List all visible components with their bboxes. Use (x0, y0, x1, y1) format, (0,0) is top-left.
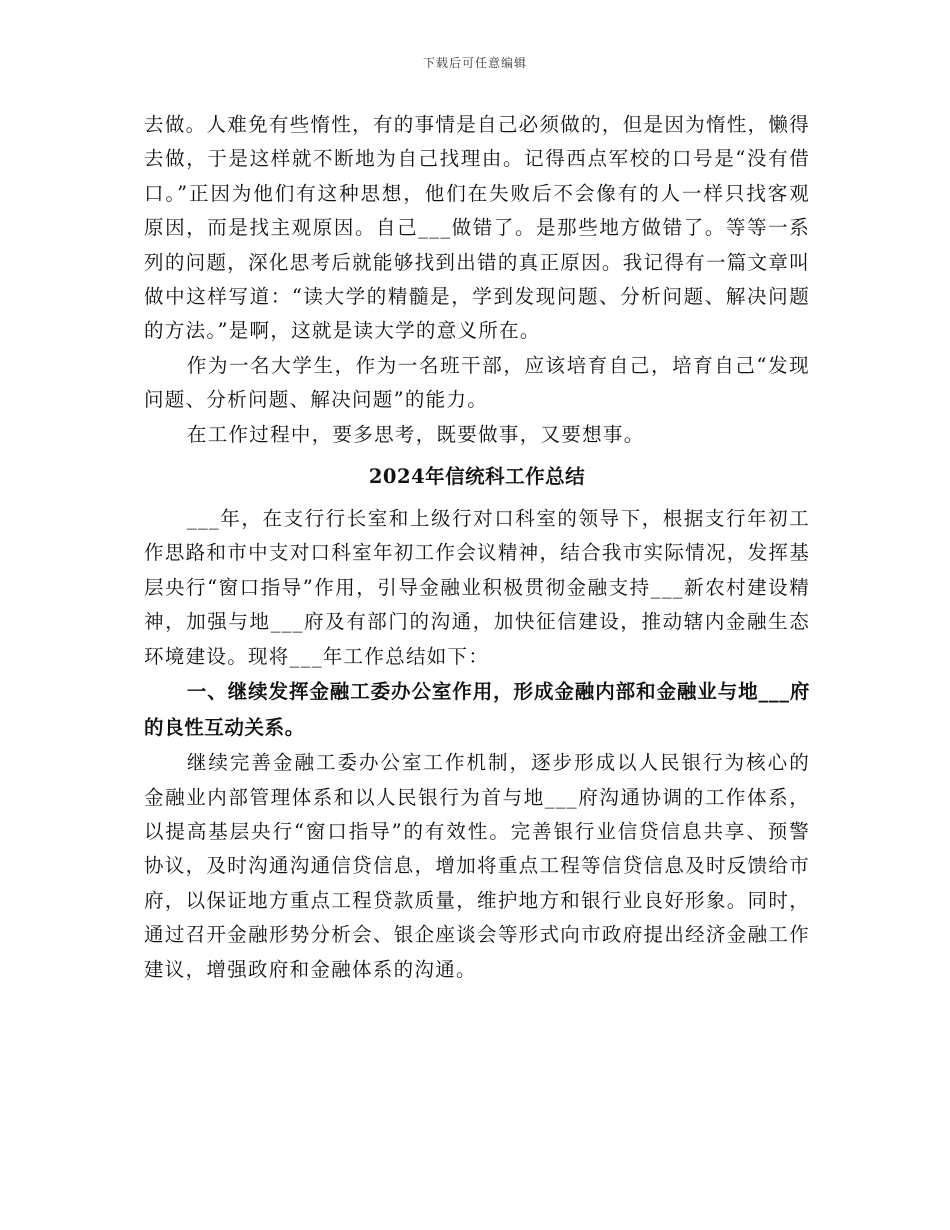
paragraph-student-role: 作为一名大学生，作为一名班干部，应该培育自己，培育自己“发现问题、分析问题、解决问题”的能力。 (144, 353, 810, 412)
paragraph-section-1-body: 继续完善金融工委办公室工作机制，逐步形成以人民银行为核心的金融业内部管理体系和以人民银行为首与地___府沟通协调的工作体系，以提高基层央行“窗口指导”的有效性。完善银行业信贷信息共享、预警协议，及时沟通沟通信贷信息，增加将重点工程等信贷信息及时反馈给市府，以保证地方重点工程贷款质量，维护地方和银行业良好形象。同时，通过召开金融形势分析会、银企座谈会等形式向市政府提出经济金融工作建议，增强政府和金融体系的沟通。 (144, 751, 810, 981)
paragraph-work-thinking: 在工作过程中，要多思考，既要做事，又要想事。 (186, 422, 645, 446)
page-header: 下载后可任意编辑 (422, 56, 527, 70)
section-heading-1: 一、继续发挥金融工委办公室作用，形成金融内部和金融业与地___府的良性互动关系。 (144, 680, 810, 740)
paragraph-continuation: 去做。人难免有些惰性，有的事情是自己必须做的，但是因为惰性，懒得去做，于是这样就不断地为自己找理由。记得西点军校的口号是“没有借口。”正因为他们有这种思想，他们在失败后不会像有的人一样只找客观原因，而是找主观原因。自己___做错了。是那些地方做错了。等等一系列的问题，深化思考后就能够找到出错的真正原因。我记得有一篇文章叫做中这样写道：“读大学的精髓是，学到发现问题、分析问题、解决问题的方法。”是啊，这就是读大学的意义所在。 (144, 113, 810, 343)
document-title: 2024年信统科工作总结 (368, 465, 586, 489)
document-body (144, 108, 810, 987)
paragraph-intro: ___年，在支行行长室和上级行对口科室的领导下，根据支行年初工作思路和市中支对口科室年初工作会议精神，结合我市实际情况，发挥基层央行“窗口指导”作用，引导金融业积极贯彻金融支持___新农村建设精神，加强与地___府及有部门的沟通，加快征信建设，推动辖内金融生态环境建设。现将___年工作总结如下： (144, 507, 810, 668)
